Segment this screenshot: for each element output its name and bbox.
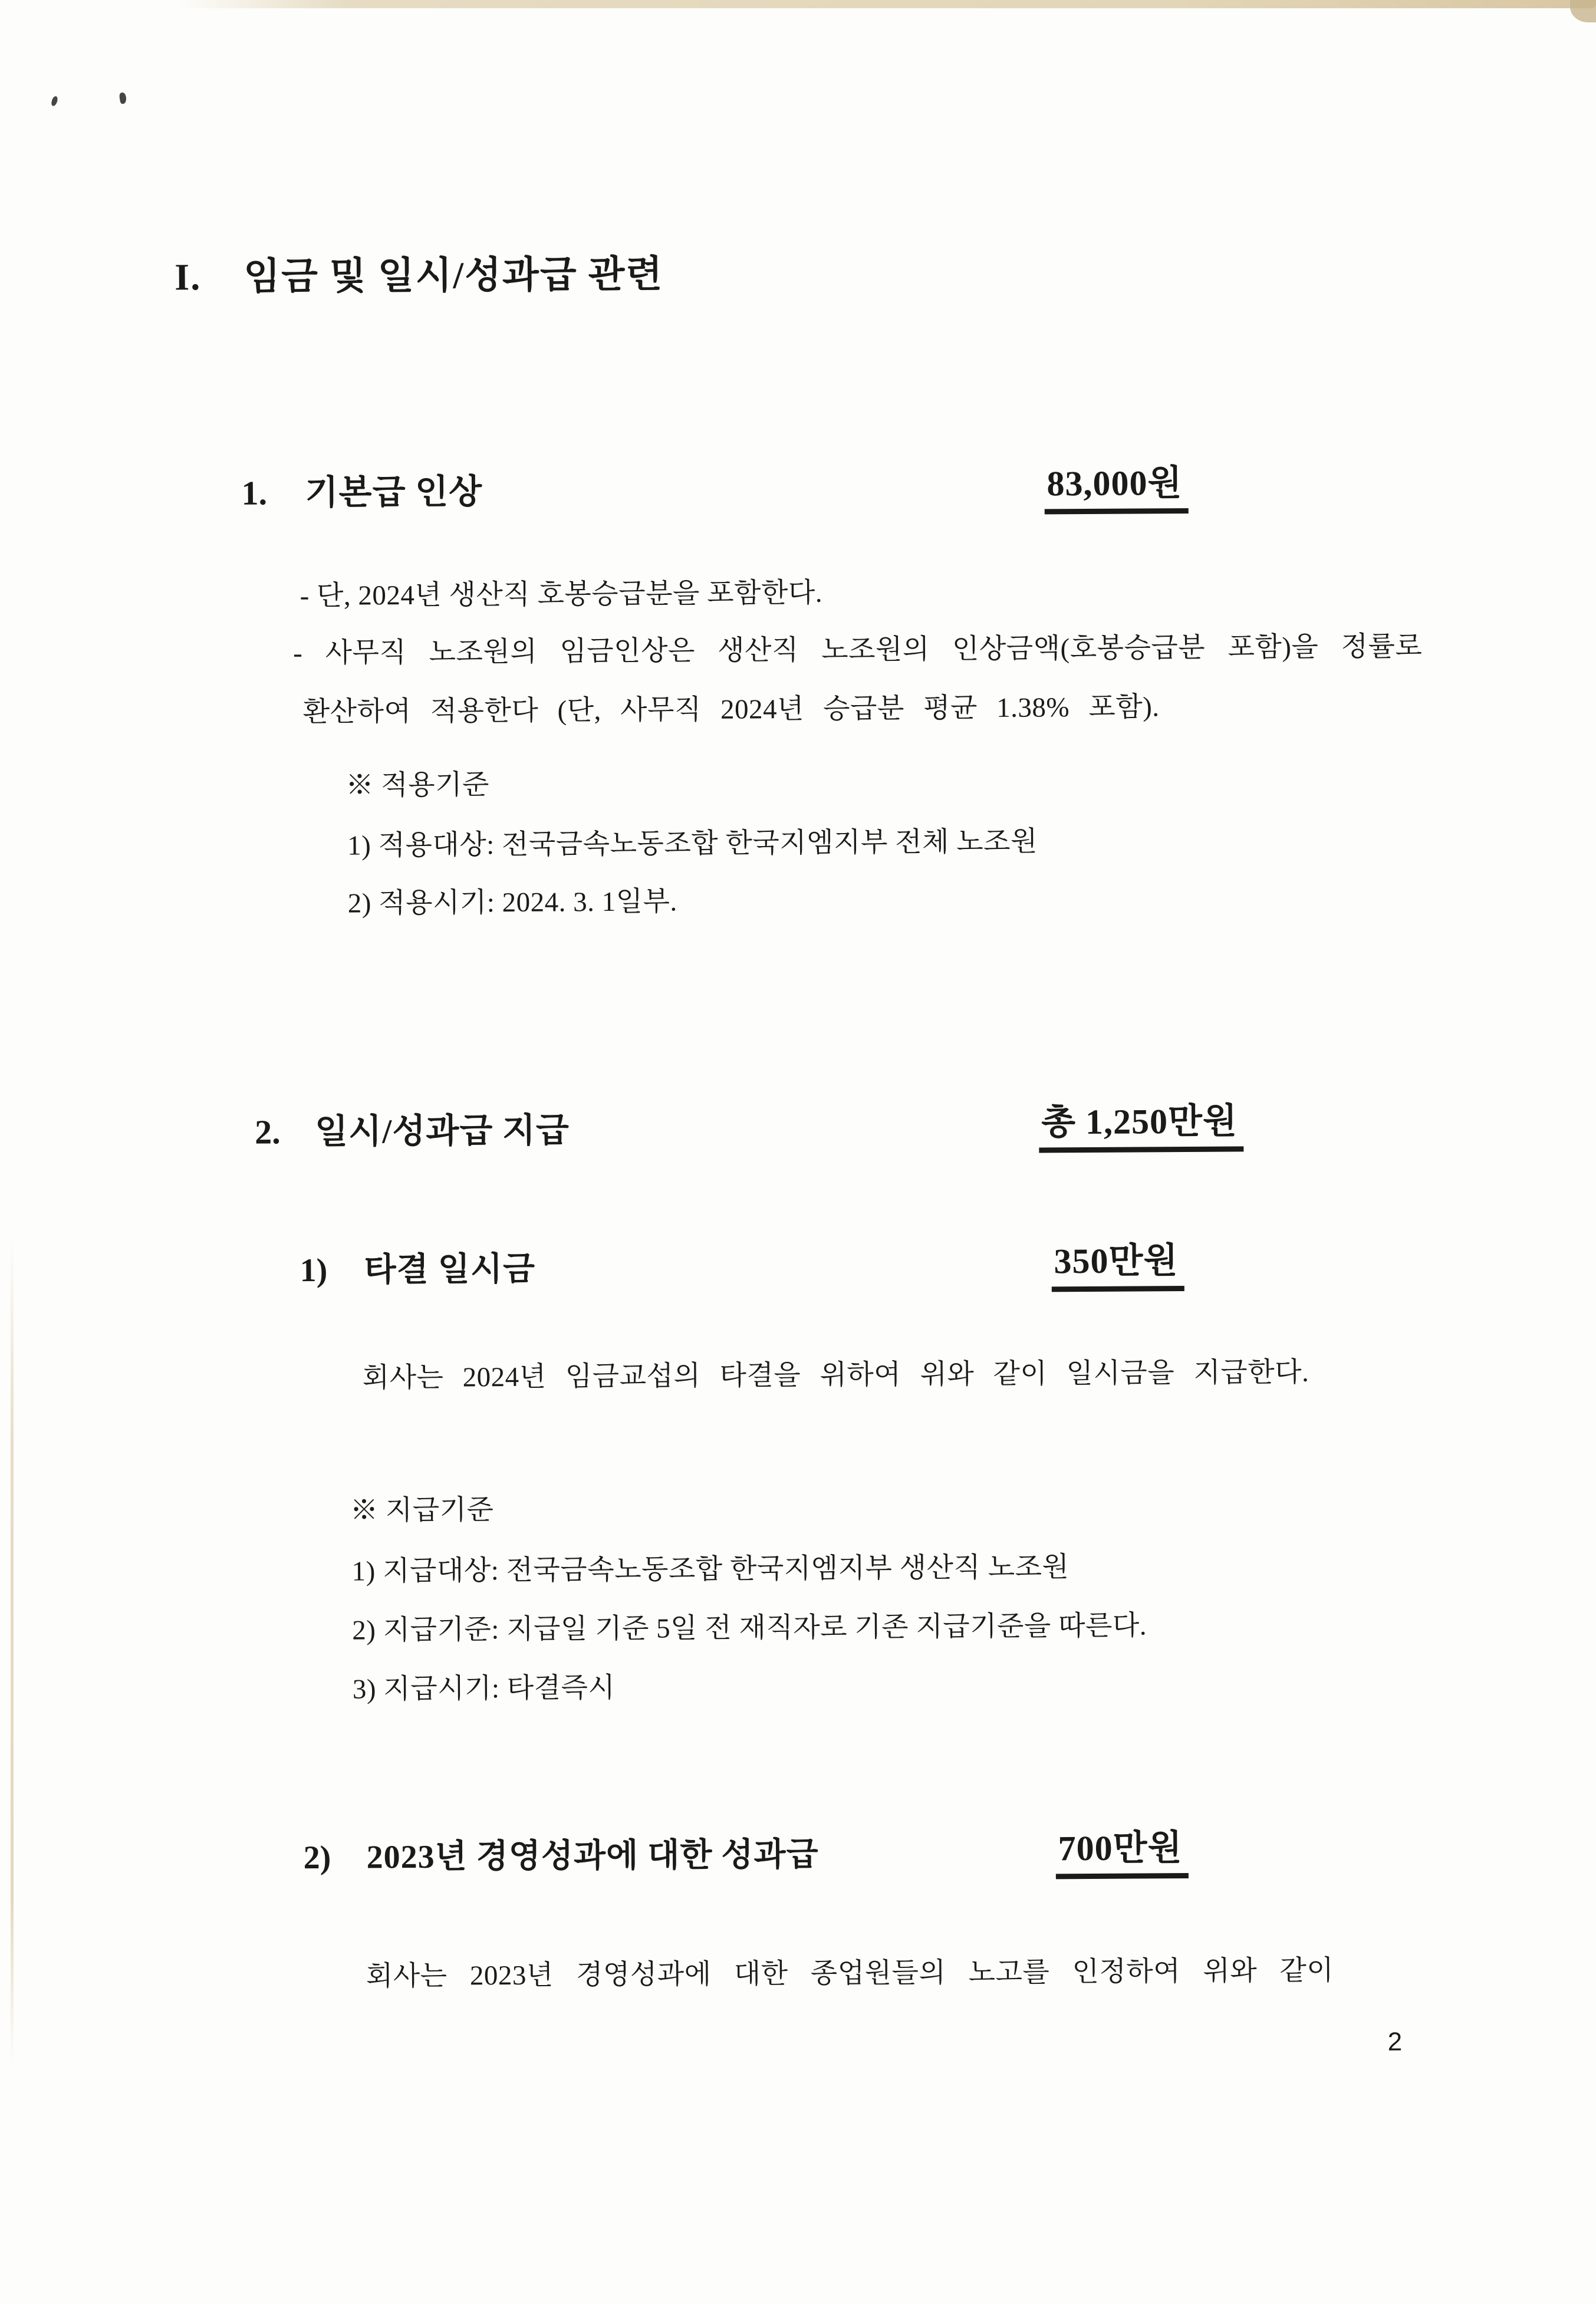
sub1-heading: 타결 일시금 <box>364 1250 536 1289</box>
section2-number: 2. <box>254 1112 281 1151</box>
page-number: 2 <box>1387 2027 1403 2056</box>
section2-amount-wrap <box>1039 1103 1243 1153</box>
section1-amount-wrap <box>1044 465 1188 514</box>
section1-note-2: - 사무직 노조원의 임금인상은 생산직 노조원의 인상금액(호봉승급분 포함)을 정률로 <box>293 631 1423 669</box>
sub1-criteria-3: 3) 지급시기: 타결즉시 <box>352 1672 616 1705</box>
section1-number: 1. <box>241 473 268 512</box>
sub2-amount-wrap <box>1055 1830 1188 1879</box>
section1-criteria-1: 1) 적용대상: 전국금속노동조합 한국지엠지부 전체 노조원 <box>347 826 1038 861</box>
sub1-criteria-2: 2) 지급기준: 지급일 기준 5일 전 재직자로 기존 지급기준을 따른다. <box>352 1610 1147 1646</box>
sub1-body: 회사는 2024년 임금교섭의 타결을 위하여 위와 같이 일시금을 지급한다. <box>362 1357 1309 1394</box>
section1-criteria-2: 2) 적용시기: 2024. 3. 1일부. <box>347 886 677 919</box>
section2-heading: 일시/성과급 지급 <box>314 1111 570 1151</box>
sub1-criteria-title: ※ 지급기준 <box>350 1495 494 1526</box>
section1-amount: 83,000원 <box>1044 465 1188 514</box>
sub2-body: 회사는 2023년 경영성과에 대한 종업원들의 노고를 인정하여 위와 같이 <box>366 1955 1334 1992</box>
section1-criteria-title: ※ 적용기준 <box>345 769 490 801</box>
sub1-criteria-1: 1) 지급대상: 전국금속노동조합 한국지엠지부 생산직 노조원 <box>351 1552 1070 1587</box>
sub1-number: 1) <box>300 1252 328 1289</box>
section1-note-1: - 단, 2024년 생산직 호봉승급분을 포함한다. <box>300 577 823 612</box>
section1-note-3: 환산하여 적용한다 (단, 사무직 2024년 승급분 평균 1.38% 포함). <box>302 692 1160 728</box>
section1-heading: 기본급 인상 <box>305 472 483 512</box>
sub2-number: 2) <box>303 1839 331 1877</box>
sub1-amount: 350만원 <box>1051 1243 1184 1292</box>
sub1-amount-wrap <box>1051 1243 1184 1292</box>
doc-title-numeral: I. <box>175 256 202 298</box>
sub2-heading: 2023년 경영성과에 대한 성과급 <box>366 1836 819 1876</box>
doc-title: 임금 및 일시/성과급 관련 <box>243 253 664 298</box>
sub2-amount: 700만원 <box>1055 1830 1188 1879</box>
section2-amount: 총 1,250만원 <box>1039 1103 1243 1153</box>
